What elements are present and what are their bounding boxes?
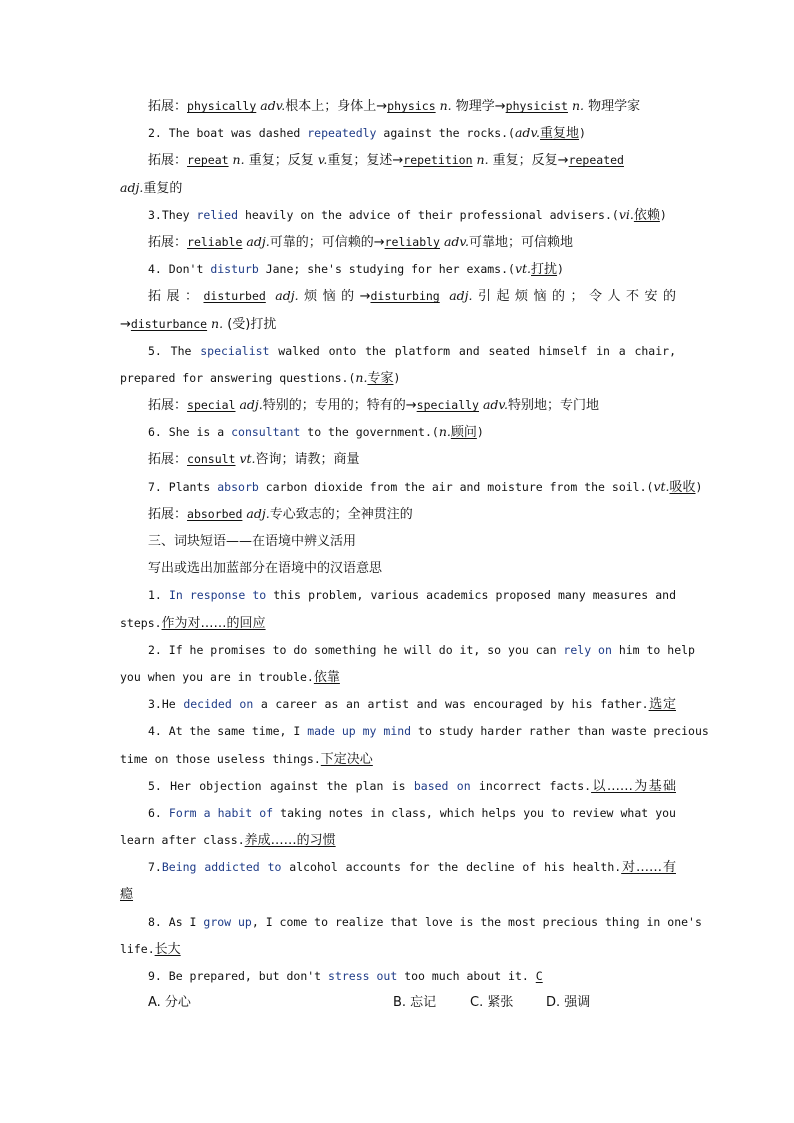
text-line: [120, 745, 676, 772]
text-line: [120, 989, 676, 1016]
underlined-answer: disturbed: [203, 289, 266, 304]
text-segment: too much about it.: [397, 969, 536, 983]
text-segment: →: [120, 316, 131, 332]
text-segment: alcohol accounts for the decline of his health.: [281, 860, 622, 875]
underlined-answer: consult: [187, 452, 236, 467]
text-line: [120, 92, 676, 119]
text-segment: you when you are in trouble.: [120, 669, 314, 684]
text-segment: 9. Be prepared, but don't: [148, 969, 329, 983]
text-segment: ): [557, 262, 564, 277]
underlined-answer: 下定决心: [320, 751, 373, 767]
text-segment: adj.: [235, 397, 263, 413]
text-segment: 6.: [148, 805, 169, 820]
underlined-answer: specially: [416, 398, 479, 413]
text-segment: 引起烦恼的；令人不安的: [472, 289, 676, 305]
underlined-answer: 依靠: [313, 669, 340, 685]
highlighted-phrase: made up my mind: [307, 724, 412, 739]
text-segment: 拓展：: [148, 398, 188, 414]
highlighted-phrase: disturb: [210, 262, 259, 277]
text-segment: adj.: [120, 179, 144, 195]
highlighted-phrase: relied: [196, 207, 239, 222]
text-segment: 拓展：: [148, 234, 188, 250]
text-line: [120, 174, 676, 201]
text-segment: n.: [355, 369, 368, 385]
text-segment: ): [393, 370, 401, 385]
highlighted-phrase: consultant: [231, 425, 301, 440]
text-line: [120, 310, 676, 337]
text-line: [120, 663, 676, 690]
text-segment: 拓展：: [148, 153, 188, 169]
text-segment: 咨询；请教；商量: [255, 452, 360, 468]
text-line: [120, 201, 676, 228]
underlined-answer: physicist: [505, 99, 568, 113]
text-line: [120, 772, 676, 799]
text-segment: 特别地；专门地: [507, 398, 599, 414]
text-line: [120, 717, 709, 744]
underlined-answer: 瘾: [120, 887, 134, 903]
text-segment: to the government.(: [300, 425, 439, 440]
text-segment: 5. Her objection against the plan is: [148, 778, 414, 793]
text-segment: v.: [317, 152, 328, 168]
underlined-answer: 依赖: [633, 207, 660, 223]
text-line: [120, 418, 676, 445]
text-segment: adv.: [478, 397, 508, 413]
text-segment: 根本上；身体上→: [285, 99, 388, 114]
text-line: [120, 500, 676, 527]
text-segment: 3.He: [148, 697, 184, 712]
text-segment: 物理学→: [451, 99, 506, 114]
text-segment: against the rocks.(: [376, 126, 515, 141]
text-segment: him to help: [611, 642, 695, 657]
text-segment: adj.: [439, 288, 473, 304]
text-segment: ): [579, 126, 586, 141]
text-segment: D. 强调: [546, 995, 591, 1011]
text-line: [120, 799, 676, 826]
text-segment: 5. The: [148, 343, 201, 358]
text-segment: 三、词块短语——在语境中辨义活用: [148, 534, 357, 549]
highlighted-phrase: absorb: [217, 479, 259, 494]
text-segment: 4. At the same time, I: [148, 724, 308, 739]
text-line: [120, 826, 676, 853]
underlined-answer: disturbance: [130, 316, 208, 331]
text-line: [120, 391, 676, 418]
text-segment: adv.: [514, 125, 540, 141]
underlined-answer: repetition: [403, 153, 473, 168]
highlighted-phrase: Being addicted to: [161, 860, 282, 875]
text-segment: 重复的: [143, 180, 183, 196]
text-segment: walked onto the platform and seated himself in a chair,: [269, 343, 676, 358]
text-line: [120, 935, 676, 962]
text-segment: time on those useless things.: [120, 751, 321, 766]
text-segment: n.: [472, 152, 489, 168]
text-segment: a career as an artist and was encouraged by his father.: [253, 697, 649, 712]
text-segment: 物理学家: [583, 99, 641, 114]
text-segment: 8. As I: [148, 914, 204, 929]
underlined-answer: 顾问: [450, 425, 477, 441]
text-segment: adv.: [439, 233, 469, 249]
text-segment: ): [476, 425, 484, 440]
text-segment: adj.: [242, 233, 270, 249]
text-line: [120, 282, 676, 309]
highlighted-phrase: specialist: [200, 343, 270, 358]
text-segment: adj.: [265, 288, 299, 304]
document-page: [120, 92, 709, 1016]
text-segment: B. 忘记: [393, 995, 437, 1011]
underlined-answer: C: [535, 969, 543, 983]
underlined-answer: 选定: [648, 697, 676, 713]
text-line: [120, 962, 676, 989]
text-segment: (受)打扰: [223, 316, 277, 332]
highlighted-phrase: decided on: [183, 697, 254, 712]
text-line: [120, 690, 676, 717]
underlined-answer: 养成……的习惯: [244, 833, 336, 849]
text-segment: 可靠地；可信赖地: [468, 234, 573, 250]
text-segment: vt.: [653, 478, 670, 494]
underlined-answer: 作为对……的回应: [161, 615, 266, 631]
highlighted-phrase: In response to: [168, 588, 267, 603]
text-segment: n.: [435, 98, 452, 113]
text-segment: to study harder rather than waste precious: [411, 724, 709, 739]
text-segment: steps.: [120, 615, 162, 630]
text-line: [120, 119, 676, 146]
text-line: [120, 337, 676, 364]
highlighted-phrase: grow up: [203, 914, 252, 929]
underlined-answer: physically: [187, 99, 257, 113]
underlined-answer: 打扰: [531, 262, 558, 278]
text-segment: 拓展：: [148, 289, 204, 305]
underlined-answer: repeat: [187, 153, 229, 168]
text-line: [120, 364, 676, 391]
underlined-answer: physics: [387, 99, 436, 113]
text-line: [120, 228, 676, 255]
text-segment: Jane; she's studying for her exams.(: [258, 262, 515, 277]
underlined-answer: absorbed: [187, 506, 243, 521]
text-segment: 重复；反复→: [488, 153, 569, 169]
text-segment: 7.: [148, 860, 162, 875]
text-segment: 特别的；专用的；特有的→: [262, 398, 417, 414]
text-segment: n.: [228, 152, 245, 168]
underlined-answer: reliable: [187, 234, 243, 249]
text-segment: 6. She is a: [148, 425, 232, 440]
text-segment: ): [695, 479, 703, 494]
text-segment: 拓展：: [148, 99, 188, 114]
text-segment: ): [659, 207, 667, 222]
text-segment: carbon dioxide from the air and moisture from the soil.(: [258, 479, 654, 494]
text-line: [120, 853, 676, 880]
underlined-answer: 以……为基础: [591, 778, 676, 794]
text-segment: 1.: [148, 588, 169, 603]
highlighted-phrase: rely on: [563, 642, 612, 657]
text-segment: 2. If he promises to do something he will do it, so you can: [148, 642, 564, 657]
text-segment: adj.: [242, 505, 270, 521]
text-segment: 拓展：: [148, 506, 188, 522]
underlined-answer: 重复地: [540, 126, 580, 142]
underlined-answer: 长大: [154, 941, 181, 957]
text-segment: heavily on the advice of their professional advisers.(: [238, 207, 619, 222]
highlighted-phrase: based on: [413, 778, 471, 793]
text-line: [120, 636, 695, 663]
text-segment: taking notes in class, which helps you to review what you: [273, 805, 676, 820]
text-segment: 3.They: [148, 207, 197, 222]
text-segment: prepared for answering questions.(: [120, 370, 356, 385]
text-segment: adv.: [256, 98, 286, 113]
text-segment: 拓展：: [148, 452, 188, 468]
text-line: [120, 527, 676, 554]
underlined-answer: repeated: [568, 153, 624, 168]
text-line: [120, 445, 676, 472]
text-segment: 4. Don't: [148, 262, 211, 277]
underlined-answer: disturbing: [370, 289, 440, 304]
text-segment: n.: [207, 315, 224, 331]
text-segment: n.: [438, 424, 451, 440]
underlined-answer: 吸收: [669, 479, 696, 495]
highlighted-phrase: stress out: [328, 969, 398, 983]
text-segment: 重复；反复: [244, 153, 318, 169]
highlighted-phrase: Form a habit of: [168, 805, 274, 820]
text-line: [120, 908, 702, 935]
text-segment: , I come to realize that love is the most precious thing in one's: [251, 914, 702, 929]
text-line: [120, 609, 676, 636]
text-line: [120, 473, 703, 500]
underlined-answer: 专家: [367, 370, 394, 386]
text-line: [120, 255, 676, 282]
underlined-answer: special: [187, 398, 236, 413]
text-segment: 7. Plants: [148, 479, 218, 494]
text-segment: C. 紧张: [470, 995, 514, 1011]
text-segment: 2. The boat was dashed: [148, 126, 308, 141]
underlined-answer: reliably: [384, 234, 440, 249]
text-segment: 专心致志的；全神贯注的: [269, 506, 413, 522]
text-line: [120, 581, 676, 608]
highlighted-phrase: repeatedly: [307, 126, 377, 141]
text-segment: learn after class.: [120, 833, 245, 848]
underlined-answer: 对……有: [621, 860, 676, 876]
text-line: [120, 880, 676, 907]
text-segment: vt.: [514, 261, 532, 277]
text-segment: 可靠的；可信赖的→: [269, 234, 385, 250]
text-segment: vt.: [235, 451, 256, 467]
text-segment: 重复；复述→: [327, 153, 404, 169]
text-segment: incorrect facts.: [470, 778, 592, 793]
text-segment: A. 分心: [148, 995, 191, 1011]
text-segment: n.: [567, 98, 584, 113]
text-segment: this problem, various academics proposed many measures and: [266, 588, 676, 603]
text-segment: life.: [120, 941, 155, 956]
text-line: [120, 554, 676, 581]
text-line: [120, 146, 676, 173]
text-segment: vi.: [618, 206, 634, 222]
text-segment: 烦恼的→: [298, 289, 371, 305]
text-segment: 写出或选出加蓝部分在语境中的汉语意思: [148, 561, 383, 577]
